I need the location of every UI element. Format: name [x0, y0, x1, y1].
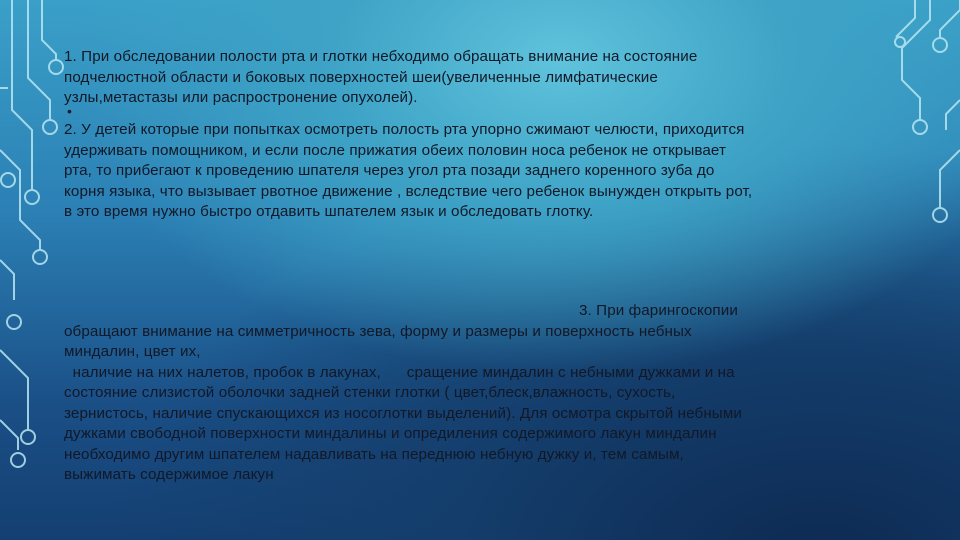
- paragraph-2-line: удерживать помощником, и если после прижатия обеих половин носа ребенок не открывает: [64, 141, 727, 159]
- paragraph-3-line: состояние слизистой оболочки задней стенки глотки ( цвет,блеск,влажность, сухость,: [64, 384, 676, 401]
- circuit-node: [33, 250, 47, 264]
- paragraph-3-line: дужками свободной поверхности миндалины и опредиления содержимого лакун миндалин: [64, 425, 717, 442]
- circuit-node: [7, 315, 21, 329]
- circuit-node: [933, 38, 947, 52]
- circuit-node: [895, 37, 905, 47]
- paragraph-3: [64, 301, 824, 486]
- paragraph-1-line: узлы,метастазы или распростронение опухолей).: [64, 89, 418, 106]
- circuit-node: [913, 120, 927, 134]
- circuit-trace-left-7: [0, 420, 18, 450]
- paragraph-2-line: 2. У детей которые при попытках осмотреть полость рта упорно сжимают челюсти, приходится: [64, 121, 745, 138]
- circuit-node: [1, 173, 15, 187]
- circuit-trace-left-4: [0, 150, 40, 250]
- paragraph-1-line: 1. При обследовании полости рта и глотки небходимо обращать внимание на состояние: [64, 48, 698, 65]
- circuit-trace-left-1: [28, 0, 50, 120]
- paragraph-2-line: в это время нужно быстро отдавить шпателем язык и обследовать глотку.: [64, 203, 594, 220]
- paragraph-3-line: миндалин, цвет их,: [64, 343, 201, 360]
- circuit-trace-left-5: [0, 260, 14, 300]
- circuit-trace-left-6: [0, 350, 28, 430]
- circuit-node: [43, 120, 57, 134]
- paragraph-3-line: необходимо другим шпателем надавливать на переднюю небную дужку и, тем самым,: [64, 445, 684, 463]
- paragraph-3-heading: 3. При фарингоскопии: [579, 302, 738, 319]
- paragraph-3-line: зернистось, наличие спускающихся из носоглотки выделений). Для осмотра скрытой небными: [64, 404, 742, 422]
- circuit-trace-right-4: [940, 150, 960, 208]
- circuit-trace-right-3: [896, 0, 915, 37]
- circuit-node: [933, 208, 947, 222]
- circuit-trace-right-1: [940, 0, 960, 38]
- circuit-node: [25, 190, 39, 204]
- circuit-node: [11, 453, 25, 467]
- paragraph-3-line: обращают внимание на симметричность зева, форму и размеры и поверхность небных: [64, 322, 692, 340]
- paragraph-1: [64, 47, 784, 109]
- circuit-trace-right-5: [946, 100, 960, 130]
- paragraph-1-line: подчелюстной области и боковых поверхностей шеи(увеличенные лимфатические: [64, 68, 658, 86]
- paragraph-2-line: рта, то прибегают к проведению шпателя через угол рта позади заднего коренного зуба до: [64, 162, 715, 179]
- paragraph-2: [64, 120, 854, 223]
- paragraph-2-line: корня языка, что вызывает рвотное движение , вследствие чего ребенок вынужден открыть рот,: [64, 182, 753, 200]
- circuit-node: [21, 430, 35, 444]
- circuit-node: [49, 60, 63, 74]
- paragraph-3-line: выжимать содержимое лакун: [64, 466, 274, 483]
- circuit-trace-left-3: [42, 0, 56, 60]
- bullet-marker: •: [67, 103, 72, 119]
- paragraph-3-line: наличие на них налетов, пробок в лакунах, сращение миндалин с небными дужками и на: [64, 363, 735, 381]
